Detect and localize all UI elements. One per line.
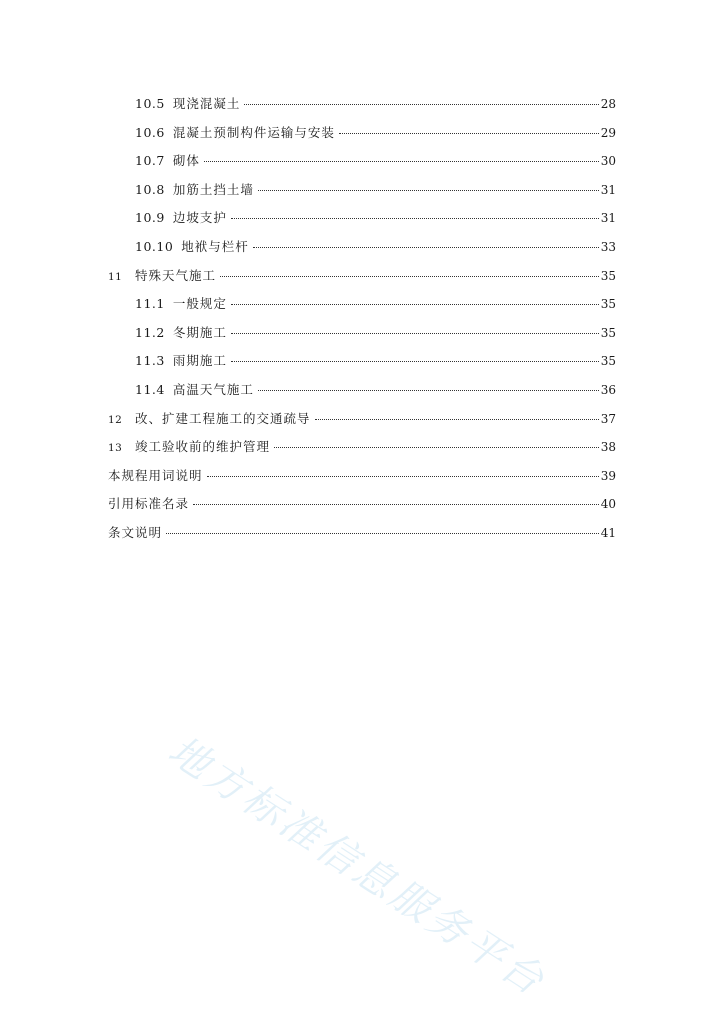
toc-entry[interactable] [108,176,616,205]
toc-entry-title: 竣工验收前的维护管理 [135,439,271,455]
toc-dot-leader [220,275,599,277]
toc-entry-page: 33 [600,239,616,254]
toc-entry-page: 37 [600,411,616,426]
toc-entry-title: 边坡支护 [172,210,227,226]
toc-entry-title: 混凝土预制构件运输与安装 [172,124,335,140]
toc-entry-page: 35 [600,297,616,312]
toc-entry[interactable] [108,119,616,148]
toc-entry[interactable] [108,319,616,348]
toc-entry-title: 本规程用词说明 [108,467,203,483]
toc-entry[interactable] [108,462,616,491]
toc-entry[interactable] [108,204,616,233]
toc-entry-number: 11.3 [135,353,165,369]
toc-dot-leader [231,217,599,219]
toc-entry[interactable] [108,405,616,434]
toc-entry-page: 35 [600,354,616,369]
toc-entry-page: 35 [600,325,616,340]
toc-entry[interactable] [108,490,616,519]
toc-entry-page: 35 [600,268,616,283]
toc-entry-title: 砌体 [172,153,200,169]
toc-entry-title: 引用标准名录 [108,496,190,512]
toc-dot-leader [244,103,598,105]
toc-dot-leader [258,189,599,191]
toc-entry-title: 高温天气施工 [172,381,254,397]
toc-entry[interactable] [108,347,616,376]
toc-entry-number: 11 [108,270,123,283]
toc-entry-page: 41 [600,525,616,540]
toc-dot-leader [231,332,599,334]
toc-dot-leader [253,246,599,248]
toc-dot-leader [258,389,599,391]
toc-entry-number: 10.10 [135,238,174,254]
toc-dot-leader [193,503,599,505]
toc-entry-number: 10.6 [135,124,165,140]
table-of-contents [108,90,616,548]
toc-entry-number: 11.2 [135,324,165,340]
toc-entry-page: 38 [600,440,616,455]
toc-entry-page: 31 [600,182,616,197]
toc-entry-number: 12 [108,413,123,426]
toc-entry-title: 现浇混凝土 [172,96,241,111]
toc-dot-leader [274,446,599,448]
toc-dot-leader [204,160,599,162]
toc-entry-number: 10.8 [135,181,165,197]
toc-entry-title: 地袱与栏杆 [181,238,249,254]
toc-entry-title: 改、扩建工程施工的交通疏导 [135,410,311,426]
toc-entry-number: 10.5 [135,96,165,111]
toc-entry-title: 雨期施工 [172,353,227,369]
toc-dot-leader [339,132,599,134]
toc-entry[interactable] [108,90,616,119]
toc-entry-page: 36 [600,382,616,397]
toc-dot-leader [315,418,599,420]
toc-entry[interactable] [108,519,616,548]
toc-entry-page: 39 [600,468,616,483]
toc-entry-page: 31 [600,211,616,226]
toc-entry-title: 一般规定 [172,296,227,312]
toc-dot-leader [166,532,599,534]
toc-entry-page: 28 [600,97,616,111]
toc-entry[interactable] [108,376,616,405]
toc-entry-title: 特殊天气施工 [135,267,217,283]
toc-entry-title: 条文说明 [108,524,163,540]
toc-entry-number: 13 [108,442,123,455]
toc-entry[interactable] [108,233,616,262]
watermark: 地方标准信息服务平台 [160,727,555,1006]
toc-entry-page: 40 [600,497,616,512]
toc-entry[interactable] [108,262,616,291]
toc-entry-number: 10.7 [135,153,165,169]
toc-dot-leader [231,303,599,305]
toc-entry[interactable] [108,147,616,176]
toc-dot-leader [207,475,599,477]
toc-entry-number: 11.4 [135,381,165,397]
toc-entry-title: 冬期施工 [172,324,227,340]
toc-entry-page: 30 [600,154,616,169]
toc-entry-page: 29 [600,125,616,140]
toc-entry[interactable] [108,433,616,462]
toc-entry[interactable] [108,290,616,319]
toc-entry-title: 加筋土挡土墙 [172,181,254,197]
toc-entry-number: 10.9 [135,210,165,226]
toc-entry-number: 11.1 [135,296,165,312]
toc-dot-leader [231,360,599,362]
